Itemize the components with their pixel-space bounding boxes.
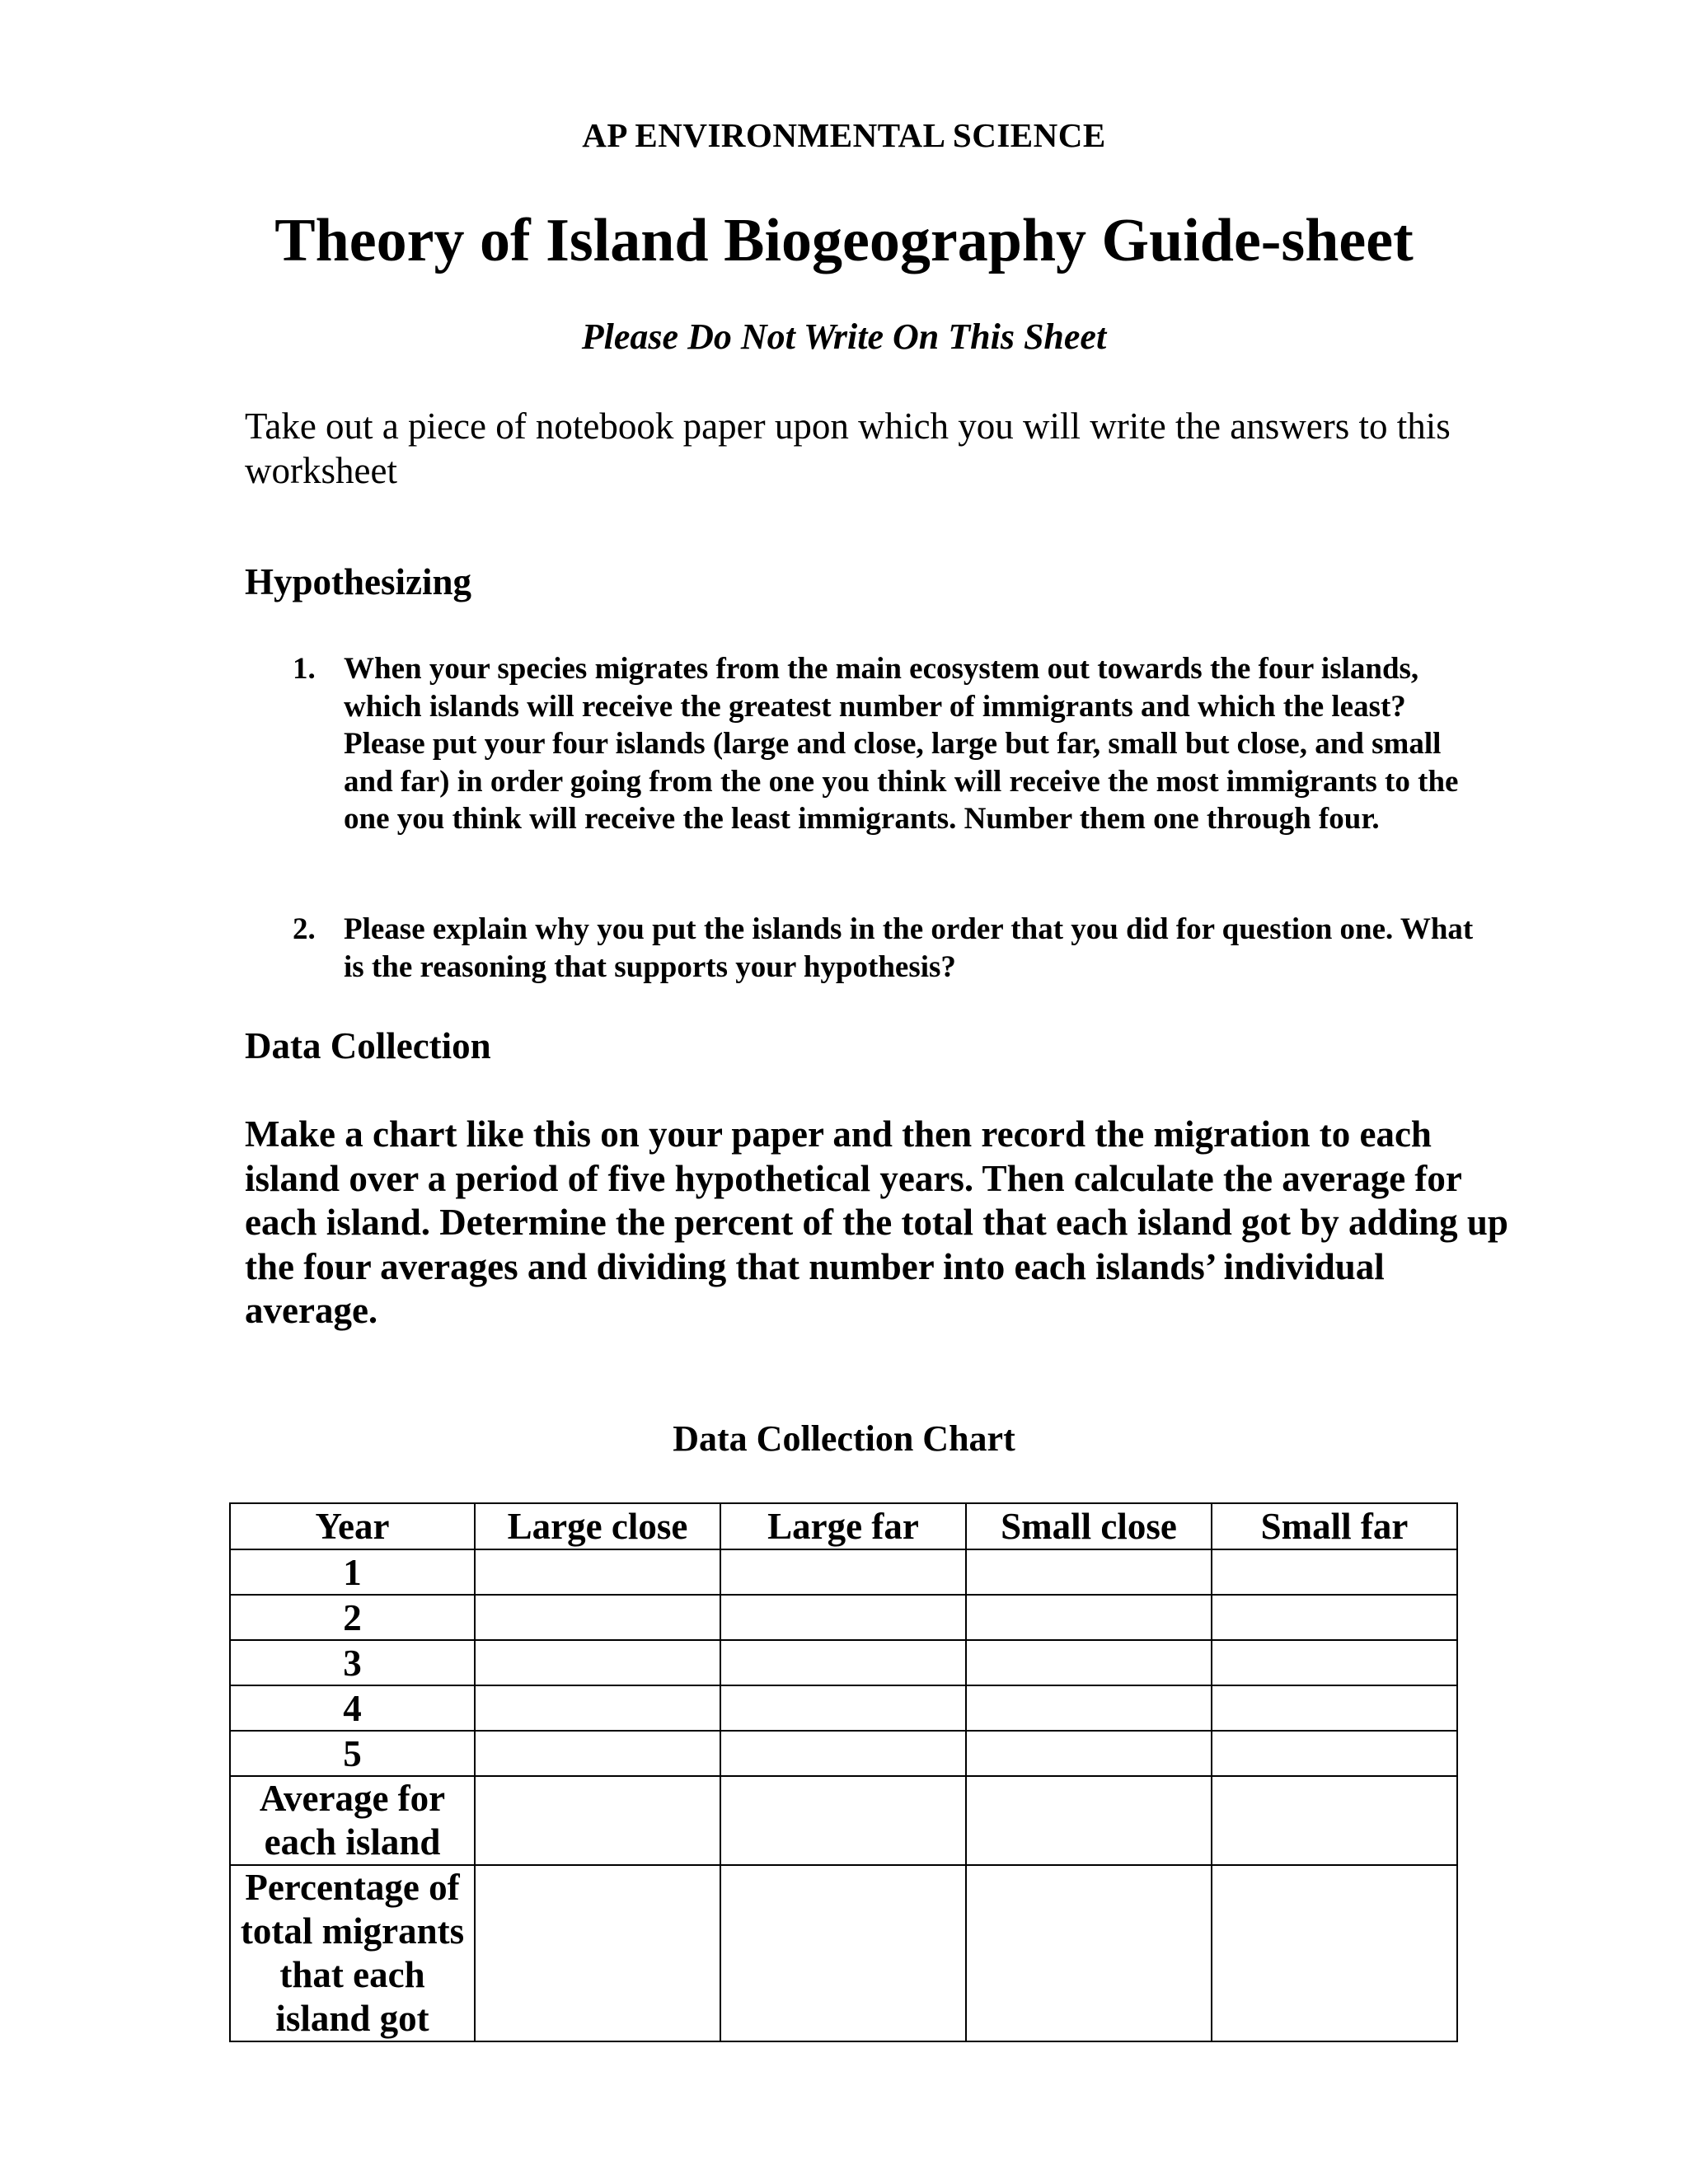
table-cell	[475, 1549, 720, 1595]
table-cell	[475, 1865, 720, 2041]
table-cell	[1212, 1549, 1457, 1595]
table-cell	[475, 1776, 720, 1865]
table-cell	[720, 1595, 966, 1640]
table-row	[230, 1731, 1457, 1776]
question-text: Please explain why you put the islands in the order that you did for question one. What is the reasoning that supports your hypothesis?	[344, 912, 1474, 984]
data-collection-instructions: Make a chart like this on your paper and then record the migration to each island over a period of five hypothetical years. Then calculate the average for each island. Determine the percent of the total that each island got by adding up the four averages and dividing that number into each islands’ individual average.	[245, 1113, 1508, 1331]
table-cell	[966, 1731, 1212, 1776]
table-cell	[1212, 1865, 1457, 2041]
table-cell	[475, 1731, 720, 1776]
row-label: 4	[230, 1685, 475, 1731]
table-row	[230, 1685, 1457, 1731]
table-cell	[1212, 1685, 1457, 1731]
table-cell	[966, 1776, 1212, 1865]
row-label: 1	[230, 1549, 475, 1595]
table-cell	[1212, 1731, 1457, 1776]
table-cell	[475, 1595, 720, 1640]
page-subtitle: Please Do Not Write On This Sheet	[581, 316, 1107, 357]
question-number: 1.	[293, 652, 316, 686]
column-header: Small close	[966, 1503, 1212, 1549]
table-row	[230, 1776, 1457, 1865]
column-header: Year	[230, 1503, 475, 1549]
table-cell	[720, 1731, 966, 1776]
table-cell	[475, 1640, 720, 1685]
question-2	[293, 911, 1479, 986]
row-label: 3	[230, 1640, 475, 1685]
section-heading-hypothesizing: Hypothesizing	[245, 561, 472, 602]
table-cell	[720, 1685, 966, 1731]
table-cell	[966, 1595, 1212, 1640]
table-cell	[1212, 1595, 1457, 1640]
intro-text: Take out a piece of notebook paper upon which you will write the answers to this worksheet	[245, 405, 1451, 491]
table-row	[230, 1595, 1457, 1640]
table-cell	[720, 1549, 966, 1595]
table-row	[230, 1549, 1457, 1595]
row-label: 2	[230, 1595, 475, 1640]
table-cell	[966, 1640, 1212, 1685]
table-cell	[475, 1685, 720, 1731]
table-cell	[1212, 1640, 1457, 1685]
table-row	[230, 1865, 1457, 2041]
question-1	[293, 650, 1479, 838]
table-row	[230, 1640, 1457, 1685]
question-number: 2.	[293, 912, 316, 946]
section-heading-data-collection: Data Collection	[245, 1025, 491, 1066]
table-header-row	[230, 1503, 1457, 1549]
page-title: Theory of Island Biogeography Guide-sheet	[274, 207, 1414, 274]
course-title: AP ENVIRONMENTAL SCIENCE	[582, 116, 1106, 154]
question-text: When your species migrates from the main ecosystem out towards the four islands, which islands will receive the greatest number of immigrants and which the least? Please put your four islands (large and close, large but far, small but close, and small and far) in order going from the one you think will receive the most immigrants to the one you think will receive the least immigrants. Number them one through four.	[344, 652, 1459, 836]
data-collection-table	[229, 1502, 1458, 2042]
table-cell	[720, 1640, 966, 1685]
table-cell	[966, 1865, 1212, 2041]
chart-title: Data Collection Chart	[673, 1418, 1015, 1459]
column-header: Large close	[475, 1503, 720, 1549]
table-cell	[720, 1865, 966, 2041]
table-cell	[720, 1776, 966, 1865]
table-cell	[1212, 1776, 1457, 1865]
row-label: Percentage of total migrants that each island got	[230, 1865, 475, 2041]
table-cell	[966, 1685, 1212, 1731]
column-header: Small far	[1212, 1503, 1457, 1549]
row-label: 5	[230, 1731, 475, 1776]
row-label: Average for each island	[230, 1776, 475, 1865]
table-cell	[966, 1549, 1212, 1595]
column-header: Large far	[720, 1503, 966, 1549]
